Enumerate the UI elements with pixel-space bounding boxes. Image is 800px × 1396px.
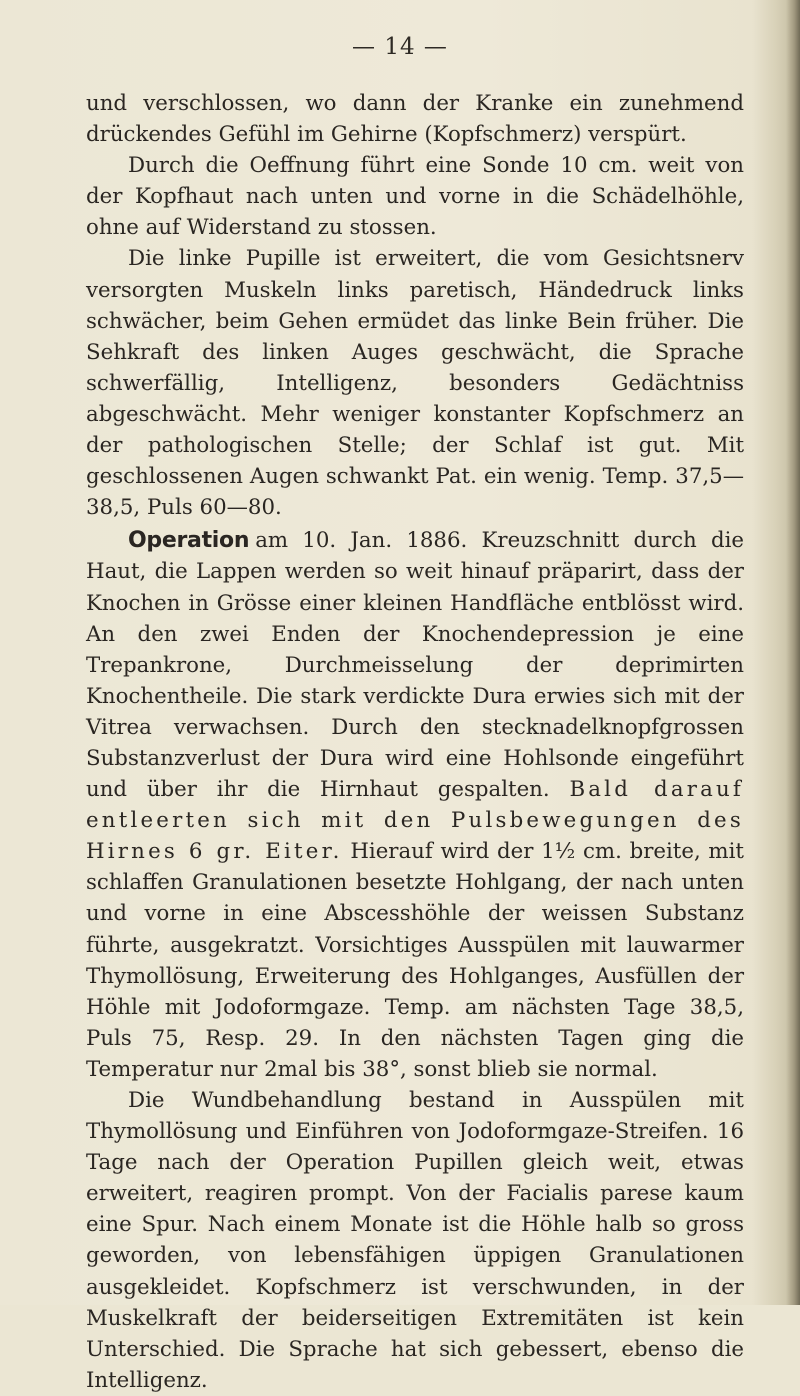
operation-text-part2: Hierauf wird der 1½ cm. breite, mit schlaffen Granulationen besetzte Hohlgang, der nach unten und vorne in eine Abscesshöhle der weissen Substanz führte, ausgekratzt. Vorsichtiges Ausspülen mit lauwarmer Thymollösung, Erweiterung des Hohlganges, Ausfüllen der Höhle mit Jodoformgaze. Temp. am nächsten Tage 38,5, Puls 75, Resp. 29. In den nächsten Tagen ging die Temperatur nur 2mal bis 38°, sonst blieb sie normal. [86,839,744,1082]
paragraph-operation [86,525,744,1085]
operation-spaced-text: Bald darauf entleerten sich mit den Pulsbewegungen des Hirnes 6 gr. Eiter. [86,777,744,865]
operation-heading: Operation [128,528,250,554]
page-number: — 14 — [352,34,448,60]
paragraph-symptoms: Die linke Pupille ist erweitert, die vom Gesichtsnerv versorgten Muskeln links paretisch, Händedruck links schwächer, beim Gehen ermüdet das linke Bein früher. Die Sehkraft des linken Auges geschwächt, die Sprache schwerfällig, Intelligenz, besonders Gedächtniss abgeschwächt. Mehr weniger konstanter Kopfschmerz an der pathologischen Stelle; der Schlaf ist gut. Mit geschlossenen Augen schwankt Pat. ein wenig. Temp. 37,5—38,5, Puls 60—80. [86,246,744,521]
paragraph-probe: Durch die Oeffnung führt eine Sonde 10 cm. weit von der Kopfhaut nach unten und vorne in die Schädelhöhle, ohne auf Widerstand zu stossen. [86,153,744,241]
body-text [86,88,744,1396]
paragraph-continued: und verschlossen, wo dann der Kranke ein zunehmend drückendes Gefühl im Gehirne (Kopfschmerz) verspürt. [86,91,744,148]
paragraph-wound-treatment: Die Wundbehandlung bestand in Ausspülen mit Thymollösung und Einführen von Jodoformgaze-Streifen. 16 Tage nach der Operation Pupillen gleich weit, etwas erweitert, reagiren prompt. Von der Facialis parese kaum eine Spur. Nach einem Monate ist die Höhle halb so gross geworden, von lebensfähigen üppigen Granulationen ausgekleidet. Kopfschmerz ist verschwunden, in der Muskelkraft der beiderseitigen Extremitäten ist kein Unterschied. Die Sprache hat sich gebessert, ebenso die Intelligenz. [86,1088,744,1393]
operation-text-part1: am 10. Jan. 1886. Kreuzschnitt durch die Haut, die Lappen werden so weit hinauf präparirt, dass der Knochen in Grösse einer kleinen Handfläche entblösst wird. An den zwei Enden der Knochendepression je eine Trepankrone, Durchmeisselung der deprimirten Knochentheile. Die stark verdickte Dura erwies sich mit der Vitrea verwachsen. Durch den stecknadelknopfgrossen Substanzverlust der Dura wird eine Hohlsonde eingeführt und über ihr die Hirnhaut gespalten. [86,528,744,803]
page-edge-shadow [786,0,800,1305]
